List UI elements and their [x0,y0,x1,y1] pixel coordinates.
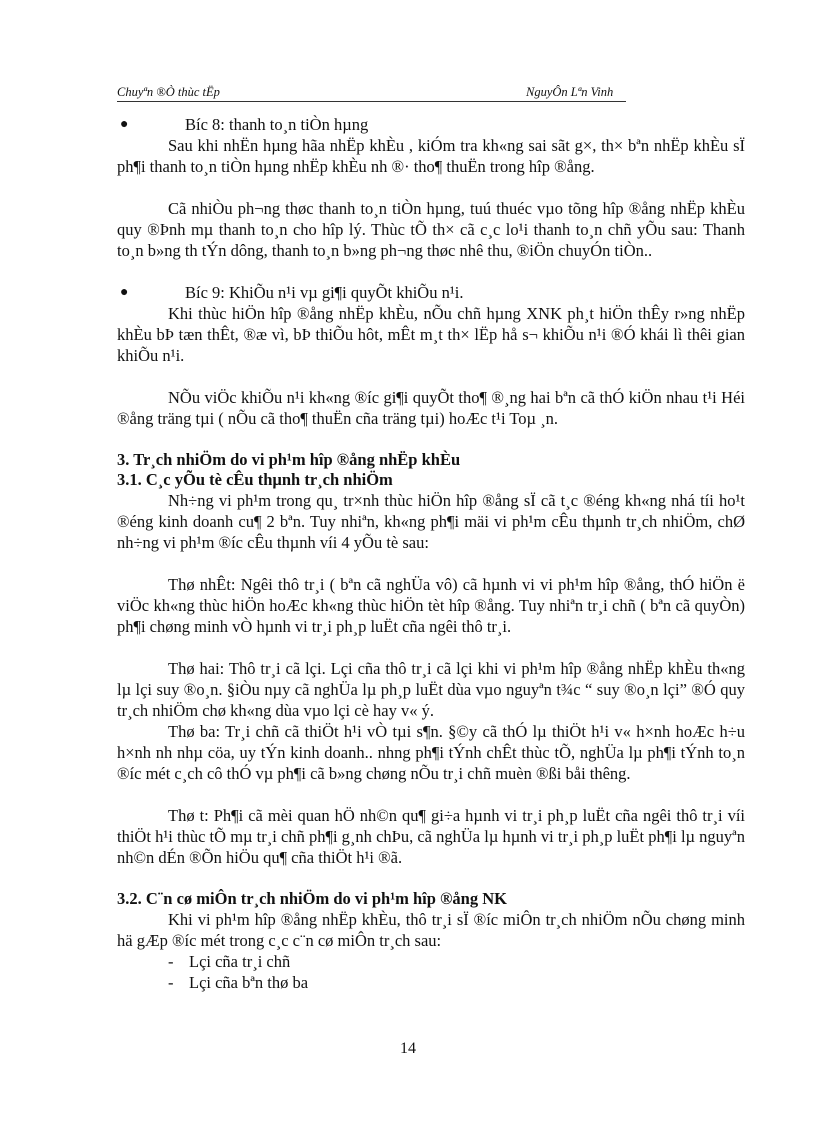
section-3-heading: 3. Tr¸ch nhiÖm do vi ph¹m hîp ®ång nhËp khÈu [117,450,461,469]
section-3-1-paragraph-5: Thø t: Ph¶i cã mèi quan hÖ nh©n qu¶ gi÷a hµnh vi tr¸i ph¸p luËt cña ngêi thô tr¸i víi thiÖt h¹i thùc tÕ mµ tr¸i chñ ph¶i g¸nh chÞu, cã nghÜa lµ hµnh vi tr¸i ph¸p luËt ph¶i lµ nguyªn nh©n dÉn ®Õn hiÖu qu¶ cña thiÖt h¹i ®ã. [117,806,745,867]
section-3-2-paragraph-1: Khi vi ph¹m hîp ®ång nhËp khÈu, thô tr¸i sÏ ®íc miÔn tr¸ch nhiÖm nÕu chøng minh hä gÆp ®íc mét trong c¸c c¨n cø miÔn tr¸ch sau: [117,910,745,950]
list-item [117,951,745,972]
bullet-icon: ● [120,285,129,300]
section-3-1-paragraph-4: Thø ba: Tr¸i chñ cã thiÖt h¹i vÒ tµi s¶n. §©y cã thÓ lµ thiÖt h¹i v« h×nh hoÆc h÷u h×nh nh nhµ cöa, uy tÝn kinh doanh.. nhng ph¶i tÝnh chÊt thùc tÕ, nghÜa lµ ph¶i tÝnh to¸n ®íc mét c¸ch cô thÓ vµ ph¶i cã b»ng chøng nÕu tr¸i chñ muèn ®ßi båi thêng. [117,722,745,783]
step9-title-text: Bíc 9: KhiÕu n¹i vµ gi¶i quyÕt khiÕu n¹i. [185,283,464,302]
header-author: NguyÔn Lªn Vinh [526,85,614,99]
section-3-1-paragraph-1: Nh÷ng vi ph¹m trong qu¸ tr×nh thùc hiÖn hîp ®ång sÏ cã t¸c ®éng kh«ng nhá tíi ho¹t ®éng kinh doanh cu¶ 2 bªn. Tuy nhiªn, kh«ng ph¶i mäi vi ph¹m cÊu thµnh tr¸ch nhiÖm, chØ nh÷ng vi ph¹m ®íc cÊu thµnh víi 4 yÕu tè sau: [117,491,745,552]
header-title: Chuyªn ®Ò thùc tËp [117,85,220,99]
step9-paragraph-2: NÕu viÖc khiÕu n¹i kh«ng ®íc gi¶i quyÕt tho¶ ®¸ng hai bªn cã thÓ kiÖn nhau t¹i Héi ®ång träng tµi ( nÕu cã tho¶ thuËn cña träng tµi) hoÆc t¹i Toµ ¸n. [117,388,745,428]
bullet-icon: ● [120,117,129,132]
page-header [117,85,626,102]
dash-icon: - [168,973,174,992]
step9-title [117,282,745,303]
dash-icon: - [168,952,174,971]
document-body [117,114,745,993]
step8-paragraph-1: Sau khi nhËn hµng hãa nhËp khÈu , kiÓm tra kh«ng sai sãt g×, th× bªn nhËp khÈu sÏ ph¶i thanh to¸n tiÒn hµng nhËp khÈu nh ®· tho¶ thuËn trong hîp ®ång. [117,136,745,176]
list-item-text: Lçi cña bªn thø ba [189,973,309,992]
step8-title [117,114,745,135]
step8-paragraph-2: Cã nhiÒu ph¬ng thøc thanh to¸n tiÒn hµng, tuú thuéc vµo tõng hîp ®ång nhËp khÈu quy ®Þnh mµ thanh to¸n cho hîp lý. Thùc tÕ th× cã c¸c lo¹i thanh to¸n chñ yÕu sau: Thanh to¸n b»ng th tÝn dông, thanh to¸n b»ng ph¬ng thøc nhê thu, ®iÖn chuyÓn tiÒn.. [117,199,745,260]
section-3-1-heading: 3.1. C¸c yÕu tè cÊu thµnh tr¸ch nhiÖm [117,470,393,489]
step8-title-text: Bíc 8: thanh to¸n tiÒn hµng [185,115,369,134]
section-3-1-paragraph-2: Thø nhÊt: Ngêi thô tr¸i ( bªn cã nghÜa vô) cã hµnh vi vi ph¹m hîp ®ång, thÓ hiÖn ë viÖc kh«ng thùc hiÖn hoÆc kh«ng thùc hiÖn tèt hîp ®ång. Tuy nhiªn tr¸i chñ ( bªn cã quyÒn) ph¶i chøng minh vÒ hµnh vi tr¸i ph¸p luËt cña ngêi thô tr¸i. [117,575,745,636]
section-3-1-paragraph-3: Thø hai: Thô tr¸i cã lçi. Lçi cña thô tr¸i cã lçi khi vi ph¹m hîp ®ång nhËp khÈu th«ng lµ lçi suy ®o¸n. §iÒu nµy cã nghÜa lµ ph¸p luËt dùa vµo nguyªn t¾c “ suy ®o¸n lçi” ®Ó quy tr¸ch nhiÖm chø kh«ng dùa vµo lçi cè hay v« ý. [117,659,745,720]
step9-paragraph-1: Khi thùc hiÖn hîp ®ång nhËp khÈu, nÕu chñ hµng XNK ph¸t hiÖn thÊy r»ng nhËp khÈu bÞ tæn thÊt, ®æ vì, bÞ thiÕu hôt, mÊt m¸t th× lËp hå s¬ khiÕu n¹i ®Ó khái lì thêi gian khiÕu n¹i. [117,304,745,365]
list-item-text: Lçi cña tr¸i chñ [189,952,291,971]
page-number: 14 [400,1040,416,1057]
section-3-2-heading: 3.2. C¨n cø miÔn tr¸ch nhiÖm do vi ph¹m hîp ®ång NK [117,889,507,908]
list-item [117,972,745,993]
